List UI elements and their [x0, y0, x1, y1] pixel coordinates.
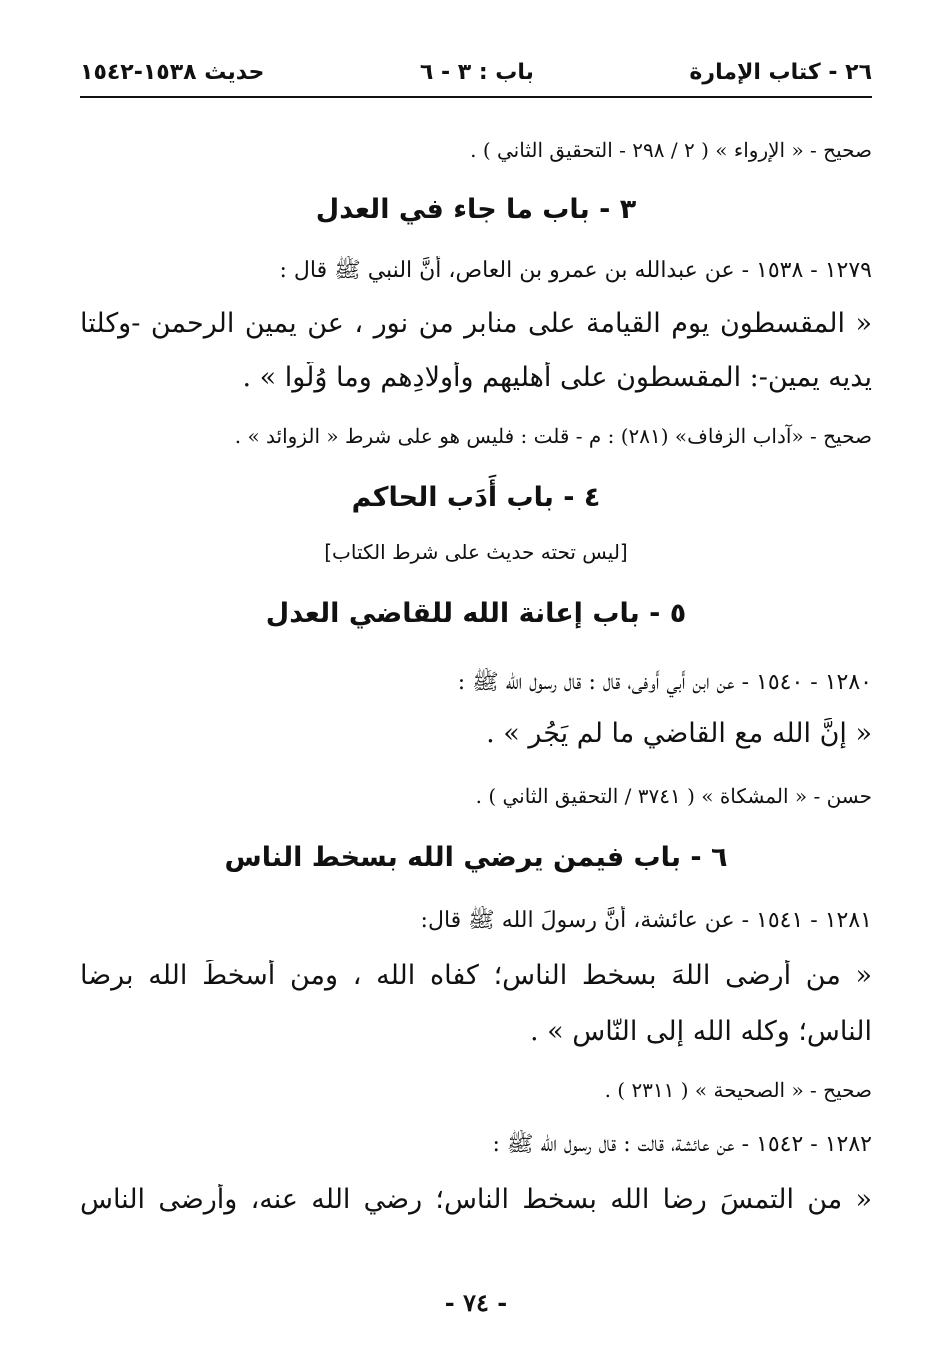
chapter-heading: ٦ - باب فيمن يرضي الله بسخط الناس — [224, 842, 728, 873]
grade-line: صحيح - « الصحيحة » ( ٢٣١١ ) . — [604, 1078, 872, 1102]
hadith-text: « المقسطون يوم القيامة على منابر من نور ، عن يمين الرحمن -وكلتا — [80, 308, 872, 339]
chapter-heading: ٥ - باب إعانة الله للقاضي العدل — [265, 598, 687, 629]
grade-line: صحيح - «آداب الزفاف» (٢٨١) : م - قلت : فليس هو على شرط « الزوائد » . — [234, 424, 872, 448]
hadith-text: « إنَّ الله مع القاضي ما لم يَجُر » . — [486, 718, 872, 749]
header-hadith-range: حديث ١٥٣٨-١٥٤٢ — [80, 59, 265, 85]
hadith-text: الناسِ؛ وكله الله إلى النّاسِ » . — [530, 1016, 872, 1047]
header-chapter-range: باب : ٣ - ٦ — [419, 59, 534, 85]
grade-line: حسن - « المشكاة » ( ٣٧٤١ / التحقيق الثاني ) . — [475, 784, 872, 808]
hadith-text: « من التمسَ رضا الله بسخط الناس؛ رضي الله عنه، وأَرضى الناس — [80, 1184, 872, 1215]
hadith-text: يديه يمين-: المقسطون على أَهليهم وأَولادِهم وما وُلّوا » . — [242, 362, 872, 393]
hadith-heading: ١٢٧٩ - ١٥٣٨ - عن عبدالله بن عمرو بن العاص، أنَّ النبي ﷺ قال : — [279, 258, 872, 283]
chapter-heading: ٣ - باب ما جاء في العدل — [315, 194, 637, 225]
running-header — [80, 52, 872, 92]
hadith-text: « من أَرضى اللهَ بسخط الناس؛ كفاه الله ، ومن أَسخطَ الله برضا — [80, 960, 872, 991]
header-divider — [80, 96, 872, 98]
header-book-title: ٢٦ - كتاب الإمارة — [689, 59, 872, 85]
grade-line: صحيح - « الإرواء » ( ٢ / ٢٩٨ - التحقيق الثاني ) . — [470, 138, 872, 162]
hadith-heading: ١٢٨١ - ١٥٤١ - عن عائشة، أنَّ رسولَ الله ﷺ قال: — [420, 908, 872, 933]
chapter-heading: ٤ - باب أَدَب الحاكم — [351, 482, 601, 513]
chapter-note: [ليس تحته حديث على شرط الكتاب] — [324, 540, 628, 564]
hadith-heading: ١٢٨٠ - ١٥٤٠ - عن ابن أَبي أَوفى، قال : قال رسول الله ﷺ : — [457, 670, 872, 695]
page-number: - ٧٤ - — [444, 1288, 508, 1317]
hadith-heading: ١٢٨٢ - ١٥٤٢ - عن عائشة، قالت : قال رسول الله ﷺ : — [492, 1132, 872, 1157]
